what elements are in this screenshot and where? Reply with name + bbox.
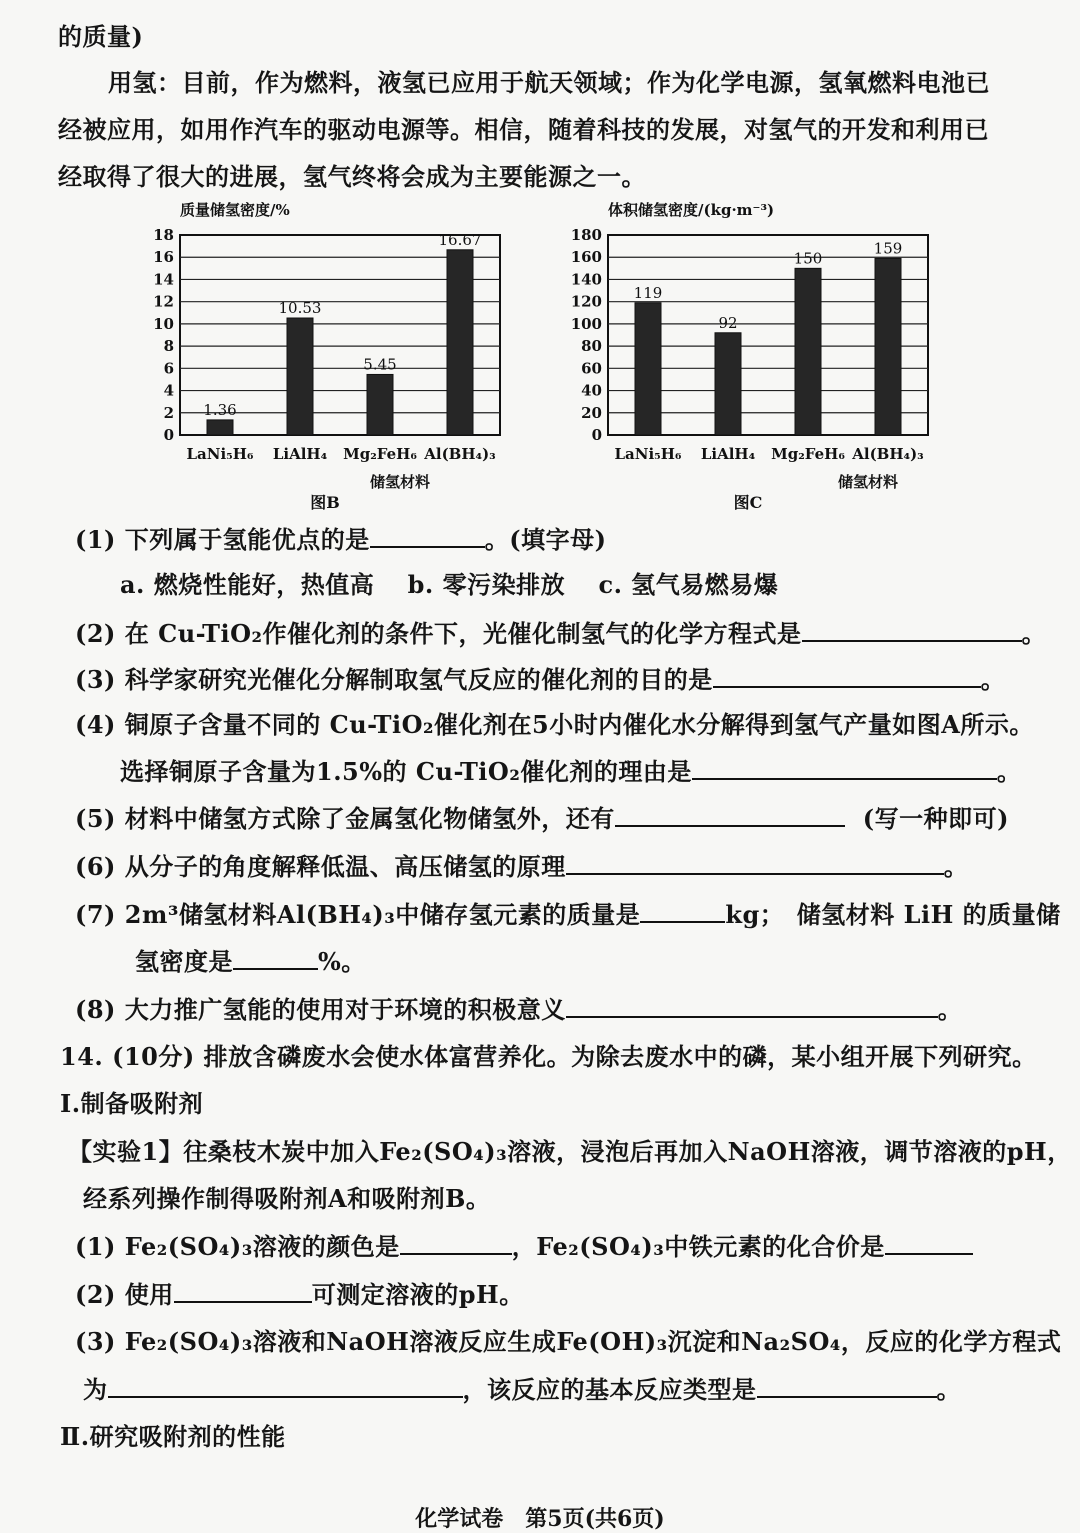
q7b-text: 氢密度是 bbox=[135, 947, 233, 976]
chart-c-value-label: 119 bbox=[633, 283, 663, 302]
chart-b-ytick-label: 8 bbox=[163, 337, 174, 356]
q3-answer-blank[interactable] bbox=[713, 664, 981, 688]
q7-mid: kg； 储氢材料 LiH 的质量储 bbox=[725, 900, 1061, 929]
q3-line bbox=[75, 664, 1005, 695]
chart-c-bar bbox=[635, 303, 661, 435]
p3b-end: 。 bbox=[936, 1375, 961, 1404]
p3-line: (3) Fe₂(SO₄)₃溶液和NaOH溶液反应生成Fe(OH)₃沉淀和Na₂SO₄，反应的化学方程式 bbox=[75, 1327, 1062, 1356]
intro-line-0: 的质量) bbox=[58, 22, 144, 51]
q6-line bbox=[75, 851, 968, 882]
chart-b-bar bbox=[287, 318, 313, 435]
chart-c-ytick-label: 100 bbox=[570, 314, 602, 333]
q7-mass-blank[interactable] bbox=[640, 899, 725, 923]
chart-c-ytick-label: 20 bbox=[581, 403, 602, 422]
q4b-line bbox=[120, 756, 1021, 787]
q3-end: 。 bbox=[980, 665, 1006, 694]
q2-line bbox=[75, 618, 1046, 649]
chart-b-bar bbox=[367, 374, 393, 435]
chart-b-ytick-label: 12 bbox=[153, 292, 174, 311]
p2-text: (2) 使用 bbox=[75, 1280, 174, 1309]
q8-text: (8) 大力推广氢能的使用对于环境的积极意义 bbox=[75, 995, 566, 1024]
chart-c-ytick-label: 80 bbox=[581, 337, 602, 356]
p2-line bbox=[75, 1279, 524, 1310]
q2-answer-blank[interactable] bbox=[802, 618, 1022, 642]
chart-c-ytick-label: 40 bbox=[581, 381, 602, 400]
chart-c-ytick-label: 180 bbox=[570, 226, 602, 244]
chart-b-value-label: 5.45 bbox=[363, 355, 397, 374]
chart-b-ytick-label: 2 bbox=[163, 403, 174, 422]
chart-c-category-label: LaNi₅H₆ bbox=[614, 445, 682, 463]
chart-b-bar bbox=[207, 420, 233, 435]
q4-answer-blank[interactable] bbox=[692, 756, 997, 780]
q5-end: (写一种即可) bbox=[862, 804, 1009, 833]
chart-c-ytick-label: 120 bbox=[570, 292, 602, 311]
q1-answer-blank[interactable] bbox=[370, 524, 485, 548]
p2-answer-blank[interactable] bbox=[174, 1279, 312, 1303]
p3-equation-blank[interactable] bbox=[108, 1374, 463, 1398]
chart-b-value-label: 1.36 bbox=[203, 400, 237, 419]
p3b-mid: ，该反应的基本反应类型是 bbox=[462, 1375, 757, 1404]
intro-line-2: 经被应用，如用作汽车的驱动电源等。相信，随着科技的发展，对氢气的开发和利用已 bbox=[58, 115, 989, 144]
chart-b-ytick-label: 18 bbox=[153, 226, 174, 244]
p2-end: 可测定溶液的pH。 bbox=[311, 1280, 524, 1309]
chart-c-bar bbox=[875, 258, 901, 435]
chart-c-ytick-label: 140 bbox=[570, 270, 602, 289]
q7-density-blank[interactable] bbox=[233, 946, 318, 970]
section-1-heading: Ⅰ.制备吸附剂 bbox=[60, 1089, 204, 1118]
p1-mid: ，Fe₂(SO₄)₃中铁元素的化合价是 bbox=[511, 1232, 885, 1261]
section-2-heading: Ⅱ.研究吸附剂的性能 bbox=[60, 1422, 286, 1451]
q14-head: 14. (10分) 排放含磷废水会使水体富营养化。为除去废水中的磷，某小组开展下列研究。 bbox=[60, 1042, 1037, 1071]
intro-line-3: 经取得了很大的进展，氢气终将会成为主要能源之一。 bbox=[58, 162, 646, 191]
p1-text: (1) Fe₂(SO₄)₃溶液的颜色是 bbox=[75, 1232, 400, 1261]
chart-b-category-label: LaNi₅H₆ bbox=[186, 445, 254, 463]
chart-c-caption: 图C bbox=[733, 493, 763, 512]
q3-text: (3) 科学家研究光催化分解制取氢气反应的催化剂的目的是 bbox=[75, 665, 713, 694]
chart-c-category-label: Mg₂FeH₆ bbox=[771, 445, 845, 463]
q1-text: (1) 下列属于氢能优点的是 bbox=[75, 525, 370, 554]
q7-text: (7) 2m³储氢材料Al(BH₄)₃中储存氢元素的质量是 bbox=[75, 900, 641, 929]
chart-b-caption: 图B bbox=[310, 493, 340, 512]
chart-b-category-label: Mg₂FeH₆ bbox=[343, 445, 417, 463]
chart-c-bar bbox=[715, 333, 741, 435]
chart-c-category-label: Al(BH₄)₃ bbox=[852, 445, 924, 463]
experiment-1-line: 【实验1】往桑枝木炭中加入Fe₂(SO₄)₃溶液，浸泡后再加入NaOH溶液，调节溶液的pH， bbox=[68, 1137, 1072, 1166]
q5-answer-blank[interactable] bbox=[615, 803, 845, 827]
chart-b-ytick-label: 0 bbox=[163, 426, 174, 444]
q1-line bbox=[75, 524, 606, 555]
chart-c-ytick-label: 60 bbox=[581, 359, 602, 378]
chart-b-ytick-label: 4 bbox=[163, 381, 174, 400]
p1-color-blank[interactable] bbox=[400, 1231, 512, 1255]
q5-text: (5) 材料中储氢方式除了金属氢化物储氢外，还有 bbox=[75, 804, 615, 833]
q1-options: a. 燃烧性能好，热值高 b. 零污染排放 c. 氢气易燃易爆 bbox=[120, 570, 779, 599]
chart-c-xlabel: 储氢材料 bbox=[837, 473, 899, 491]
page-footer: 化学试卷 第5页(共6页) bbox=[415, 1506, 665, 1532]
chart-b-title: 质量储氢密度/% bbox=[180, 201, 290, 219]
p1-line bbox=[75, 1231, 973, 1262]
q4b-text: 选择铜原子含量为1.5%的 Cu-TiO₂催化剂的理由是 bbox=[120, 757, 692, 786]
chart-b-bar bbox=[447, 250, 473, 435]
q2-text: (2) 在 Cu-TiO₂作催化剂的条件下，光催化制氢气的化学方程式是 bbox=[75, 619, 802, 648]
q8-answer-blank[interactable] bbox=[566, 994, 938, 1018]
hydrogen-storage-charts bbox=[150, 195, 950, 525]
chart-c-value-label: 150 bbox=[793, 249, 823, 268]
chart-c-bar bbox=[795, 268, 821, 435]
chart-c-title: 体积储氢密度/(kg·m⁻³) bbox=[608, 201, 775, 219]
q8-line bbox=[75, 994, 962, 1025]
chart-b-category-label: LiAlH₄ bbox=[272, 445, 328, 463]
q6-text: (6) 从分子的角度解释低温、高压储氢的原理 bbox=[75, 852, 566, 881]
chart-c-ytick-label: 0 bbox=[591, 426, 602, 444]
q7b-line bbox=[135, 946, 366, 977]
q7b-end: %。 bbox=[318, 947, 366, 976]
p3-type-blank[interactable] bbox=[757, 1374, 937, 1398]
q8-end: 。 bbox=[937, 995, 963, 1024]
q2-end: 。 bbox=[1021, 619, 1047, 648]
q5-line bbox=[75, 803, 1009, 834]
chart-b-value-label: 16.67 bbox=[438, 230, 482, 249]
chart-b-ytick-label: 14 bbox=[153, 270, 174, 289]
chart-c-value-label: 92 bbox=[718, 313, 738, 332]
q6-answer-blank[interactable] bbox=[566, 851, 944, 875]
chart-c-ytick-label: 160 bbox=[570, 248, 602, 267]
chart-c-value-label: 159 bbox=[873, 239, 903, 258]
chart-c-category-label: LiAlH₄ bbox=[700, 445, 756, 463]
chart-b-ytick-label: 10 bbox=[153, 314, 174, 333]
p3b-text: 为 bbox=[83, 1375, 108, 1404]
chart-b-value-label: 10.53 bbox=[278, 299, 322, 317]
chart-b-category-label: Al(BH₄)₃ bbox=[424, 445, 496, 463]
q6-end: 。 bbox=[943, 852, 969, 881]
experiment-1-line-b: 经系列操作制得吸附剂A和吸附剂B。 bbox=[83, 1184, 491, 1213]
chart-c bbox=[571, 201, 928, 512]
p3b-line bbox=[83, 1374, 961, 1405]
use-hydrogen-label: 用氢 bbox=[108, 68, 157, 97]
q1-end: 。(填字母) bbox=[484, 525, 607, 554]
q4b-end: 。 bbox=[996, 757, 1022, 786]
chart-b-ytick-label: 6 bbox=[163, 359, 174, 378]
intro-line-1 bbox=[108, 68, 990, 98]
chart-b-xlabel: 储氢材料 bbox=[369, 473, 431, 491]
q4-line: (4) 铜原子含量不同的 Cu-TiO₂催化剂在5小时内催化水分解得到氢气产量如图A所示。 bbox=[75, 710, 1034, 739]
chart-b bbox=[153, 201, 500, 512]
chart-b-ytick-label: 16 bbox=[153, 248, 174, 267]
intro-line-1-text: ：目前，作为燃料，液氢已应用于航天领域；作为化学电源，氢氧燃料电池已 bbox=[157, 68, 990, 97]
p1-valence-blank[interactable] bbox=[885, 1231, 973, 1255]
q7-line bbox=[75, 899, 1061, 930]
